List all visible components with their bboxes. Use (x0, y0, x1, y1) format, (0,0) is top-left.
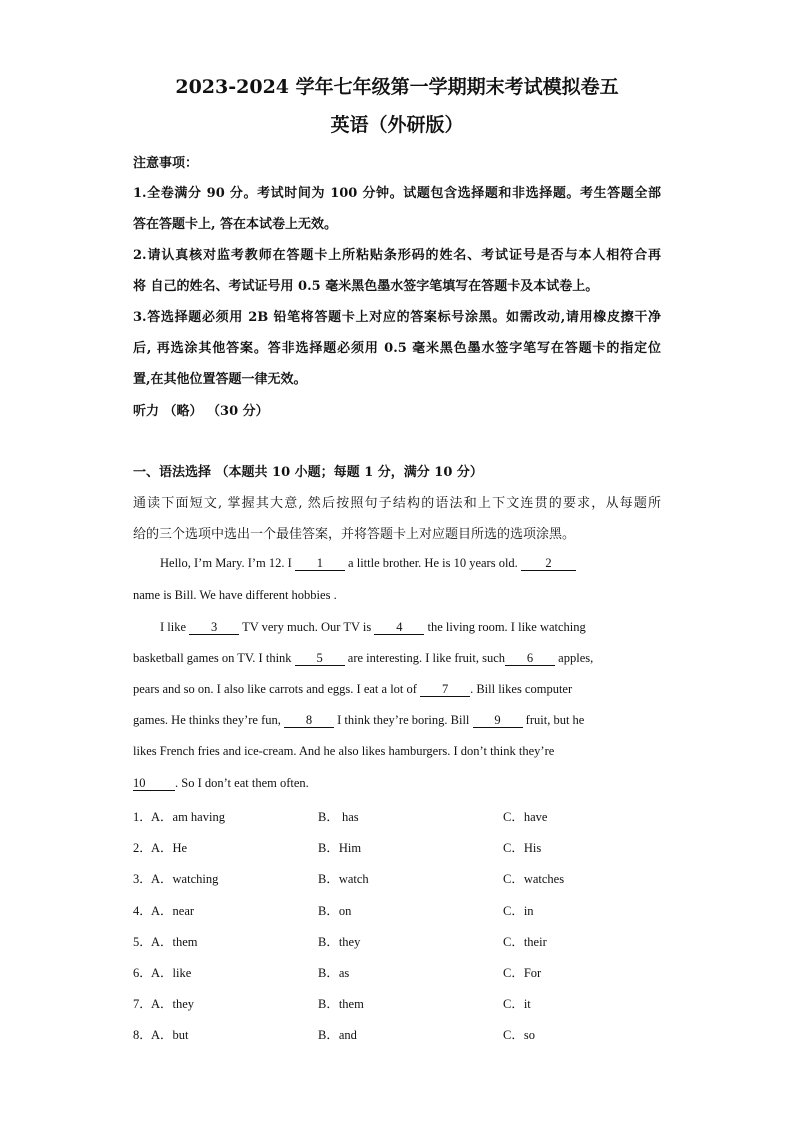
passage-line: games. He thinks they’re fun, 8 I think they’re boring. Bill 9 fruit, but he (133, 713, 585, 727)
option-number: 2． (133, 841, 152, 856)
listening-section: 听力 （略） （30 分） (133, 404, 269, 419)
blank-2: 2 (521, 556, 576, 571)
option-a: A．watching (151, 872, 219, 887)
option-c: C．watches (503, 872, 565, 887)
option-c: C．For (503, 966, 542, 980)
option-a: A．near (151, 903, 195, 918)
option-c: C．so (503, 1028, 535, 1043)
section-heading: 一、语法选择 （本题共 10 小题；每题 1 分，满分 10 分） (133, 465, 483, 480)
option-b: B．they (318, 934, 361, 949)
option-c: C．their (503, 934, 547, 949)
option-c: C．in (503, 903, 534, 918)
notes-heading: 注意事项： (133, 156, 199, 171)
notes-line: 3.答选择题必须用 2B 铅笔将答题卡上对应的答案标号涂黑。如需改动,请用橡皮擦干净 (133, 310, 661, 325)
section-instruction: 给的三个选项中选出一个最佳答案，并将答题卡上对应题目所选的选项涂黑。 (133, 527, 576, 542)
option-number: 1． (133, 810, 152, 824)
option-a: A．but (151, 1028, 189, 1043)
section-instruction: 通读下面短文, 掌握其大意, 然后按照句子结构的语法和上下文连贯的要求，从每题所 (133, 496, 661, 511)
passage-line: 10 . So I don’t eat them often. (133, 776, 309, 790)
option-b: B．them (318, 997, 364, 1012)
page-subtitle: 英语（外研版） (330, 114, 464, 136)
option-a: A．them (151, 934, 198, 949)
option-b: B．and (318, 1028, 357, 1043)
notes-line: 2.请认真核对监考教师在答题卡上所粘贴条形码的姓名、考试证号是否与本人相符合再 (133, 248, 661, 263)
passage-line: pears and so on. I also like carrots and eggs. I eat a lot of 7 . Bill likes computer (133, 682, 573, 696)
notes-line: 答在答题卡上, 答在本试卷上无效。 (133, 217, 338, 232)
option-b: B．on (318, 903, 352, 918)
option-number: 6． (133, 966, 152, 980)
option-a: A．am having (151, 810, 225, 824)
passage-line: basketball games on TV. I think 5 are interesting. I like fruit, such 6 apples, (133, 651, 594, 665)
option-number: 4． (133, 903, 152, 918)
option-c: C．His (503, 841, 542, 856)
blank-9: 9 (473, 713, 523, 728)
option-a: A．they (151, 997, 195, 1012)
blank-8: 8 (284, 713, 334, 728)
blank-5: 5 (295, 651, 345, 666)
blank-3: 3 (189, 620, 239, 635)
option-b: B． has (318, 810, 359, 824)
notes-line: 后, 再选涂其他答案。答非选择题必须用 0.5 毫米黑色墨水签字笔写在答题卡的指定位 (133, 341, 661, 356)
option-a: A．like (151, 966, 192, 980)
option-b: B．watch (318, 872, 369, 887)
option-b: B．Him (318, 841, 362, 856)
blank-1: 1 (295, 556, 345, 571)
option-number: 7． (133, 997, 152, 1012)
option-a: A．He (151, 841, 188, 856)
option-number: 5． (133, 934, 152, 949)
option-c: C．it (503, 997, 531, 1012)
blank-7: 7 (420, 682, 470, 697)
option-number: 3． (133, 872, 152, 887)
passage-line: likes French fries and ice-cream. And he also likes hamburgers. I don’t think they’re (133, 744, 555, 758)
blank-10: 10 (133, 776, 175, 791)
option-b: B．as (318, 966, 350, 980)
option-c: C．have (503, 810, 548, 824)
option-number: 8． (133, 1028, 152, 1043)
page-title: 2023-2024 学年七年级第一学期期末考试模拟卷五 (175, 76, 619, 98)
notes-line: 1.全卷满分 90 分。考试时间为 100 分钟。试题包含选择题和非选择题。考生答题全部 (133, 186, 661, 201)
passage-line: name is Bill. We have different hobbies . (133, 588, 337, 602)
notes-line: 将 自己的姓名、考试证号用 0.5 毫米黑色墨水签字笔填写在答题卡及本试卷上。 (133, 279, 599, 294)
passage-line: I like 3 TV very much. Our TV is 4 the living room. I like watching (160, 620, 586, 634)
blank-6: 6 (505, 651, 555, 666)
notes-line: 置,在其他位置答题一律无效。 (133, 372, 307, 387)
blank-4: 4 (374, 620, 424, 635)
passage-line: Hello, I’m Mary. I’m 12. I 1 a little brother. He is 10 years old. 2 (160, 556, 576, 571)
